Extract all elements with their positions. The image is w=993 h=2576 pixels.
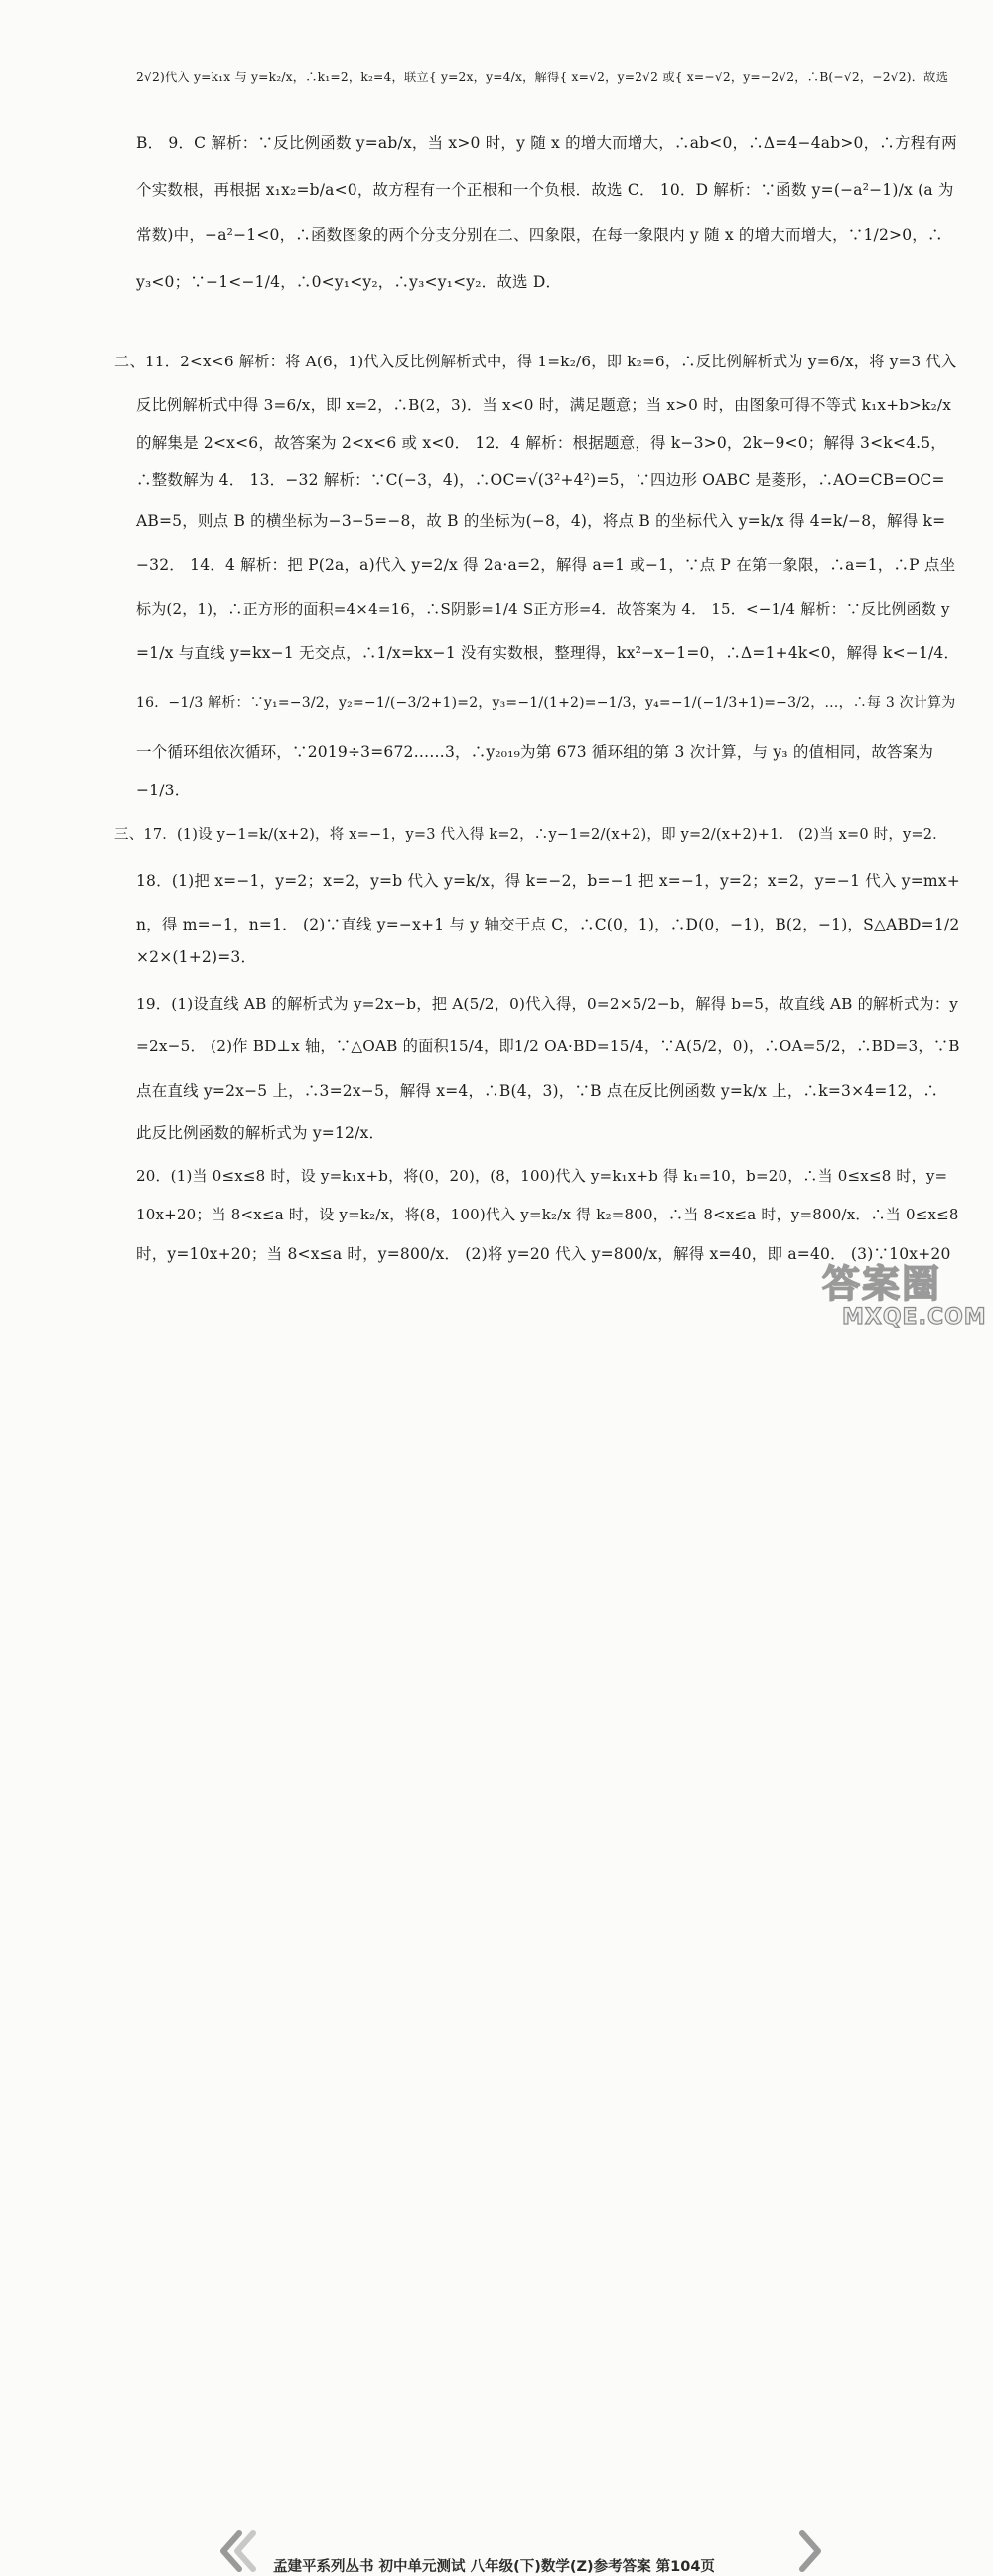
text-line: 20．(1)当 0≤x≤8 时，设 y=k₁x+b，将(0，20)，(8，100)代入 y=k₁x+b 得 k₁=10，b=20，∴当 0≤x≤8 时，y= (136, 1167, 948, 1185)
text-line: 时，y=10x+20；当 8<x≤a 时，y=800/x． (2)将 y=20 代入 y=800/x，解得 x=40，即 a=40． (3)∵10x+20 (136, 1245, 951, 1263)
text-line: n，得 m=−1，n=1． (2)∵直线 y=−x+1 与 y 轴交于点 C，∴C(0，1)，∴D(0，−1)，B(2，−1)，S△ABD=1/2 (136, 916, 960, 933)
text-line: 点在直线 y=2x−5 上，∴3=2x−5，解得 x=4，∴B(4，3)，∵B 点在反比例函数 y=k/x 上，∴k=3×4=12，∴ (136, 1082, 939, 1100)
text-line: −32． 14．4 解析：把 P(2a，a)代入 y=2/x 得 2a·a=2，解得 a=1 或−1，∵点 P 在第一象限，∴a=1，∴P 点坐 (136, 556, 956, 574)
text-line: 10x+20；当 8<x≤a 时，设 y=k₂/x，将(8，100)代入 y=k₂/x 得 k₂=800，∴当 8<x≤a 时，y=800/x．∴当 0≤x≤8 (136, 1206, 959, 1223)
text-line: 三、17．(1)设 y−1=k/(x+2)，将 x=−1，y=3 代入得 k=2，∴y−1=2/(x+2)，即 y=2/(x+2)+1． (2)当 x=0 时，y=2． (114, 827, 947, 843)
text-line: B． 9．C 解析：∵反比例函数 y=ab/x，当 x>0 时，y 随 x 的增大而增大，∴ab<0，∴Δ=4−4ab>0，∴方程有两 (136, 134, 957, 152)
text-line: AB=5，则点 B 的横坐标为−3−5=−8，故 B 的坐标为(−8，4)，将点 B 的坐标代入 y=k/x 得 4=k/−8，解得 k= (136, 512, 946, 530)
text-line: 18．(1)把 x=−1，y=2；x=2，y=b 代入 y=k/x，得 k=−2，b=−1 把 x=−1，y=2；x=2，y=−1 代入 y=mx+ (136, 872, 960, 890)
text-line: −1/3． (136, 782, 191, 799)
text-line: 个实数根，再根据 x₁x₂=b/a<0，故方程有一个正根和一个负根．故选 C． 10．D 解析：∵函数 y=(−a²−1)/x (a 为 (136, 181, 954, 199)
text-line: ×2×(1+2)=3． (136, 948, 257, 966)
text-line: 标为(2，1)，∴正方形的面积=4×4=16，∴S阴影=1/4 S正方形=4．故答案为 4． 15．<−1/4 解析：∵反比例函数 y (136, 600, 950, 618)
text-line: 反比例解析式中得 3=6/x，即 x=2，∴B(2，3)．当 x<0 时，满足题意；当 x>0 时，由图象可得不等式 k₁x+b>k₂/x (136, 396, 952, 414)
watermark-logo (814, 1253, 988, 1333)
chevron-left-icon (213, 2529, 263, 2573)
text-line: 一个循环组依次循环，∵2019÷3=672……3，∴y₂₀₁₉为第 673 循环组的第 3 次计算，与 y₃ 的值相同，故答案为 (136, 743, 934, 761)
text-line: ∴整数解为 4． 13．−32 解析：∵C(−3，4)，∴OC=√(3²+4²)=5，∵四边形 OABC 是菱形，∴AO=CB=OC= (136, 471, 945, 489)
text-line: 16．−1/3 解析：∵y₁=−3/2，y₂=−1/(−3/2+1)=2，y₃=−1/(1+2)=−1/3，y₄=−1/(−1/3+1)=−3/2，…，∴每 3 次计算为 (136, 695, 956, 711)
text-line: 的解集是 2<x<6，故答案为 2<x<6 或 x<0． 12．4 解析：根据题意，得 k−3>0，2k−9<0；解得 3<k<4.5， (136, 434, 946, 452)
chevron-right-icon (794, 2529, 834, 2573)
text-line: 常数)中，−a²−1<0，∴函数图象的两个分支分别在二、四象限，在每一象限内 y 随 x 的增大而增大，∵1/2>0，∴ (136, 226, 943, 244)
text-line: 二、11．2<x<6 解析：将 A(6，1)代入反比例解析式中，得 1=k₂/6，即 k₂=6，∴反比例解析式为 y=6/x，将 y=3 代入 (114, 353, 957, 370)
text-line: 2√2)代入 y=k₁x 与 y=k₂/x，∴k₁=2，k₂=4，联立{ y=2x，y=4/x，解得{ x=√2，y=2√2 或{ x=−√2，y=−2√2，∴B(−√2，−2√2)．故选 (136, 71, 949, 84)
text-line: y₃<0；∵−1<−1/4，∴0<y₁<y₂，∴y₃<y₁<y₂．故选 D． (136, 273, 562, 291)
text-line: 19．(1)设直线 AB 的解析式为 y=2x−b，把 A(5/2，0)代入得，0=2×5/2−b，解得 b=5，故直线 AB 的解析式为：y (136, 995, 959, 1013)
watermark-title: 答案圈 (822, 1262, 942, 1306)
text-line: 此反比例函数的解析式为 y=12/x． (136, 1124, 385, 1142)
footer-text: 孟建平系列丛书 初中单元测试 八年级(下)数学(Z)参考答案 第104页 (273, 2559, 715, 2575)
text-line: =1/x 与直线 y=kx−1 无交点，∴1/x=kx−1 没有实数根，整理得，kx²−x−1=0，∴Δ=1+4k<0，解得 k<−1/4． (136, 644, 960, 662)
watermark-url: MXQE.COM (842, 1305, 987, 1330)
text-line: =2x−5． (2)作 BD⊥x 轴，∵△OAB 的面积15/4，即1/2 OA·BD=15/4，∵A(5/2，0)，∴OA=5/2，∴BD=3，∵B (136, 1037, 960, 1055)
